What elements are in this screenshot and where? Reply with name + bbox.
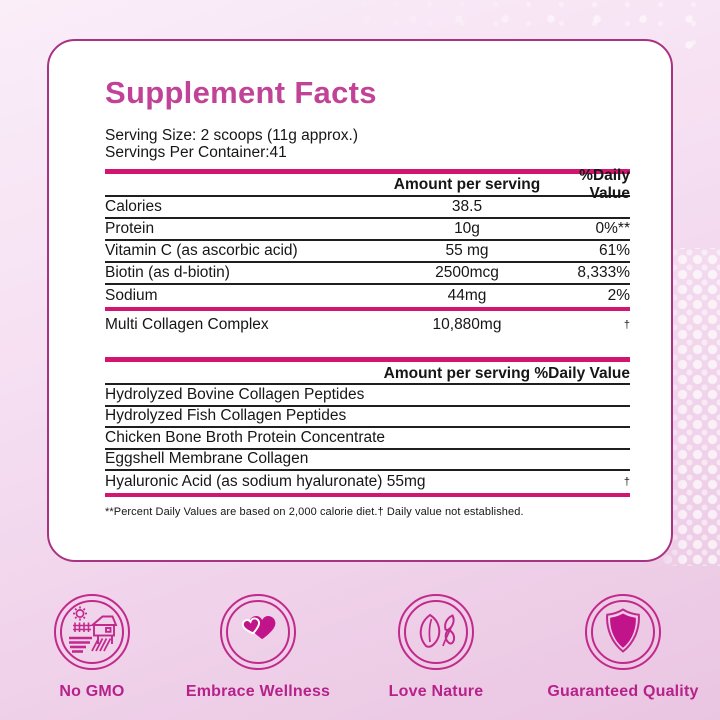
hearts-icon (170, 592, 346, 672)
page-title: Supplement Facts (105, 75, 377, 110)
nutrient-amount: 44mg (447, 287, 487, 304)
badge-label: Embrace Wellness (185, 683, 331, 700)
serving-size-text: Serving Size: 2 scoops (11g approx.) (105, 127, 359, 144)
ingredient-name: Hydrolyzed Fish Collagen Peptides (105, 407, 347, 425)
badge-embrace-wellness (170, 592, 346, 701)
nutrient-name: Protein (105, 220, 155, 237)
nutrient-name: Vitamin C (as ascorbic acid) (105, 242, 298, 259)
table-row (105, 471, 630, 493)
table1-header-row (105, 166, 630, 202)
table-row (105, 263, 630, 285)
ingredient-dv: † (623, 475, 630, 488)
spacer (105, 339, 630, 357)
ingredient-name: Eggshell Membrane Collagen (105, 450, 309, 468)
nutrient-amount: 10g (454, 220, 480, 237)
ingredient-name: Chicken Bone Broth Protein Concentrate (105, 428, 386, 446)
ingredient-name: Hydrolyzed Bovine Collagen Peptides (105, 385, 365, 403)
daily-value-footnote: **Percent Daily Values are based on 2,000 calorie diet.† Daily value not established. (105, 505, 524, 518)
nutrient-amount: 2500mcg (435, 264, 499, 281)
table-row (105, 407, 630, 429)
table-row (105, 285, 630, 307)
nutrient-dv: 8,333% (577, 264, 630, 281)
table-row (105, 428, 630, 450)
shield-icon (527, 592, 719, 672)
leaves-icon (349, 592, 523, 672)
supplement-facts-card (47, 39, 673, 562)
nutrient-dv: † (623, 319, 630, 331)
badge-label: Guaranteed Quality (547, 683, 699, 700)
nutrient-dv: 0%** (595, 220, 630, 237)
nutrient-amount: 10,880mg (432, 316, 502, 333)
nutrient-amount: 38.5 (451, 198, 483, 215)
badge-love-nature (349, 592, 523, 701)
table-row (105, 241, 630, 263)
nutrient-name: Calories (105, 198, 162, 215)
serving-info (105, 128, 630, 161)
table-row (105, 450, 630, 472)
ingredient-name: Hyaluronic Acid (as sodium hyaluronate) 55mg (105, 472, 426, 490)
nutrient-amount: 55 mg (445, 242, 489, 259)
nutrient-dv: 2% (607, 287, 630, 304)
badge-guaranteed-quality (527, 592, 719, 701)
badge-label: Love Nature (388, 683, 484, 700)
farm-icon (12, 592, 172, 672)
badge-label: No GMO (59, 683, 125, 700)
badge-no-gmo (12, 592, 172, 701)
servings-per-container-text: Servings Per Container:41 (105, 143, 287, 161)
nutrient-dv: 61% (598, 242, 630, 259)
table-row (105, 385, 630, 407)
table2-header-row: Amount per serving %Daily Value (105, 362, 630, 385)
table-row-complex (105, 311, 630, 339)
table1-header-amount: Amount per serving (393, 175, 541, 193)
divider-bar-magenta (105, 493, 630, 497)
table-row (105, 219, 630, 241)
nutrient-name: Sodium (105, 287, 158, 304)
nutrient-name: Biotin (as d-biotin) (105, 264, 230, 281)
table1-header-dv: %Daily Value (579, 166, 630, 202)
nutrient-name: Multi Collagen Complex (105, 316, 269, 333)
